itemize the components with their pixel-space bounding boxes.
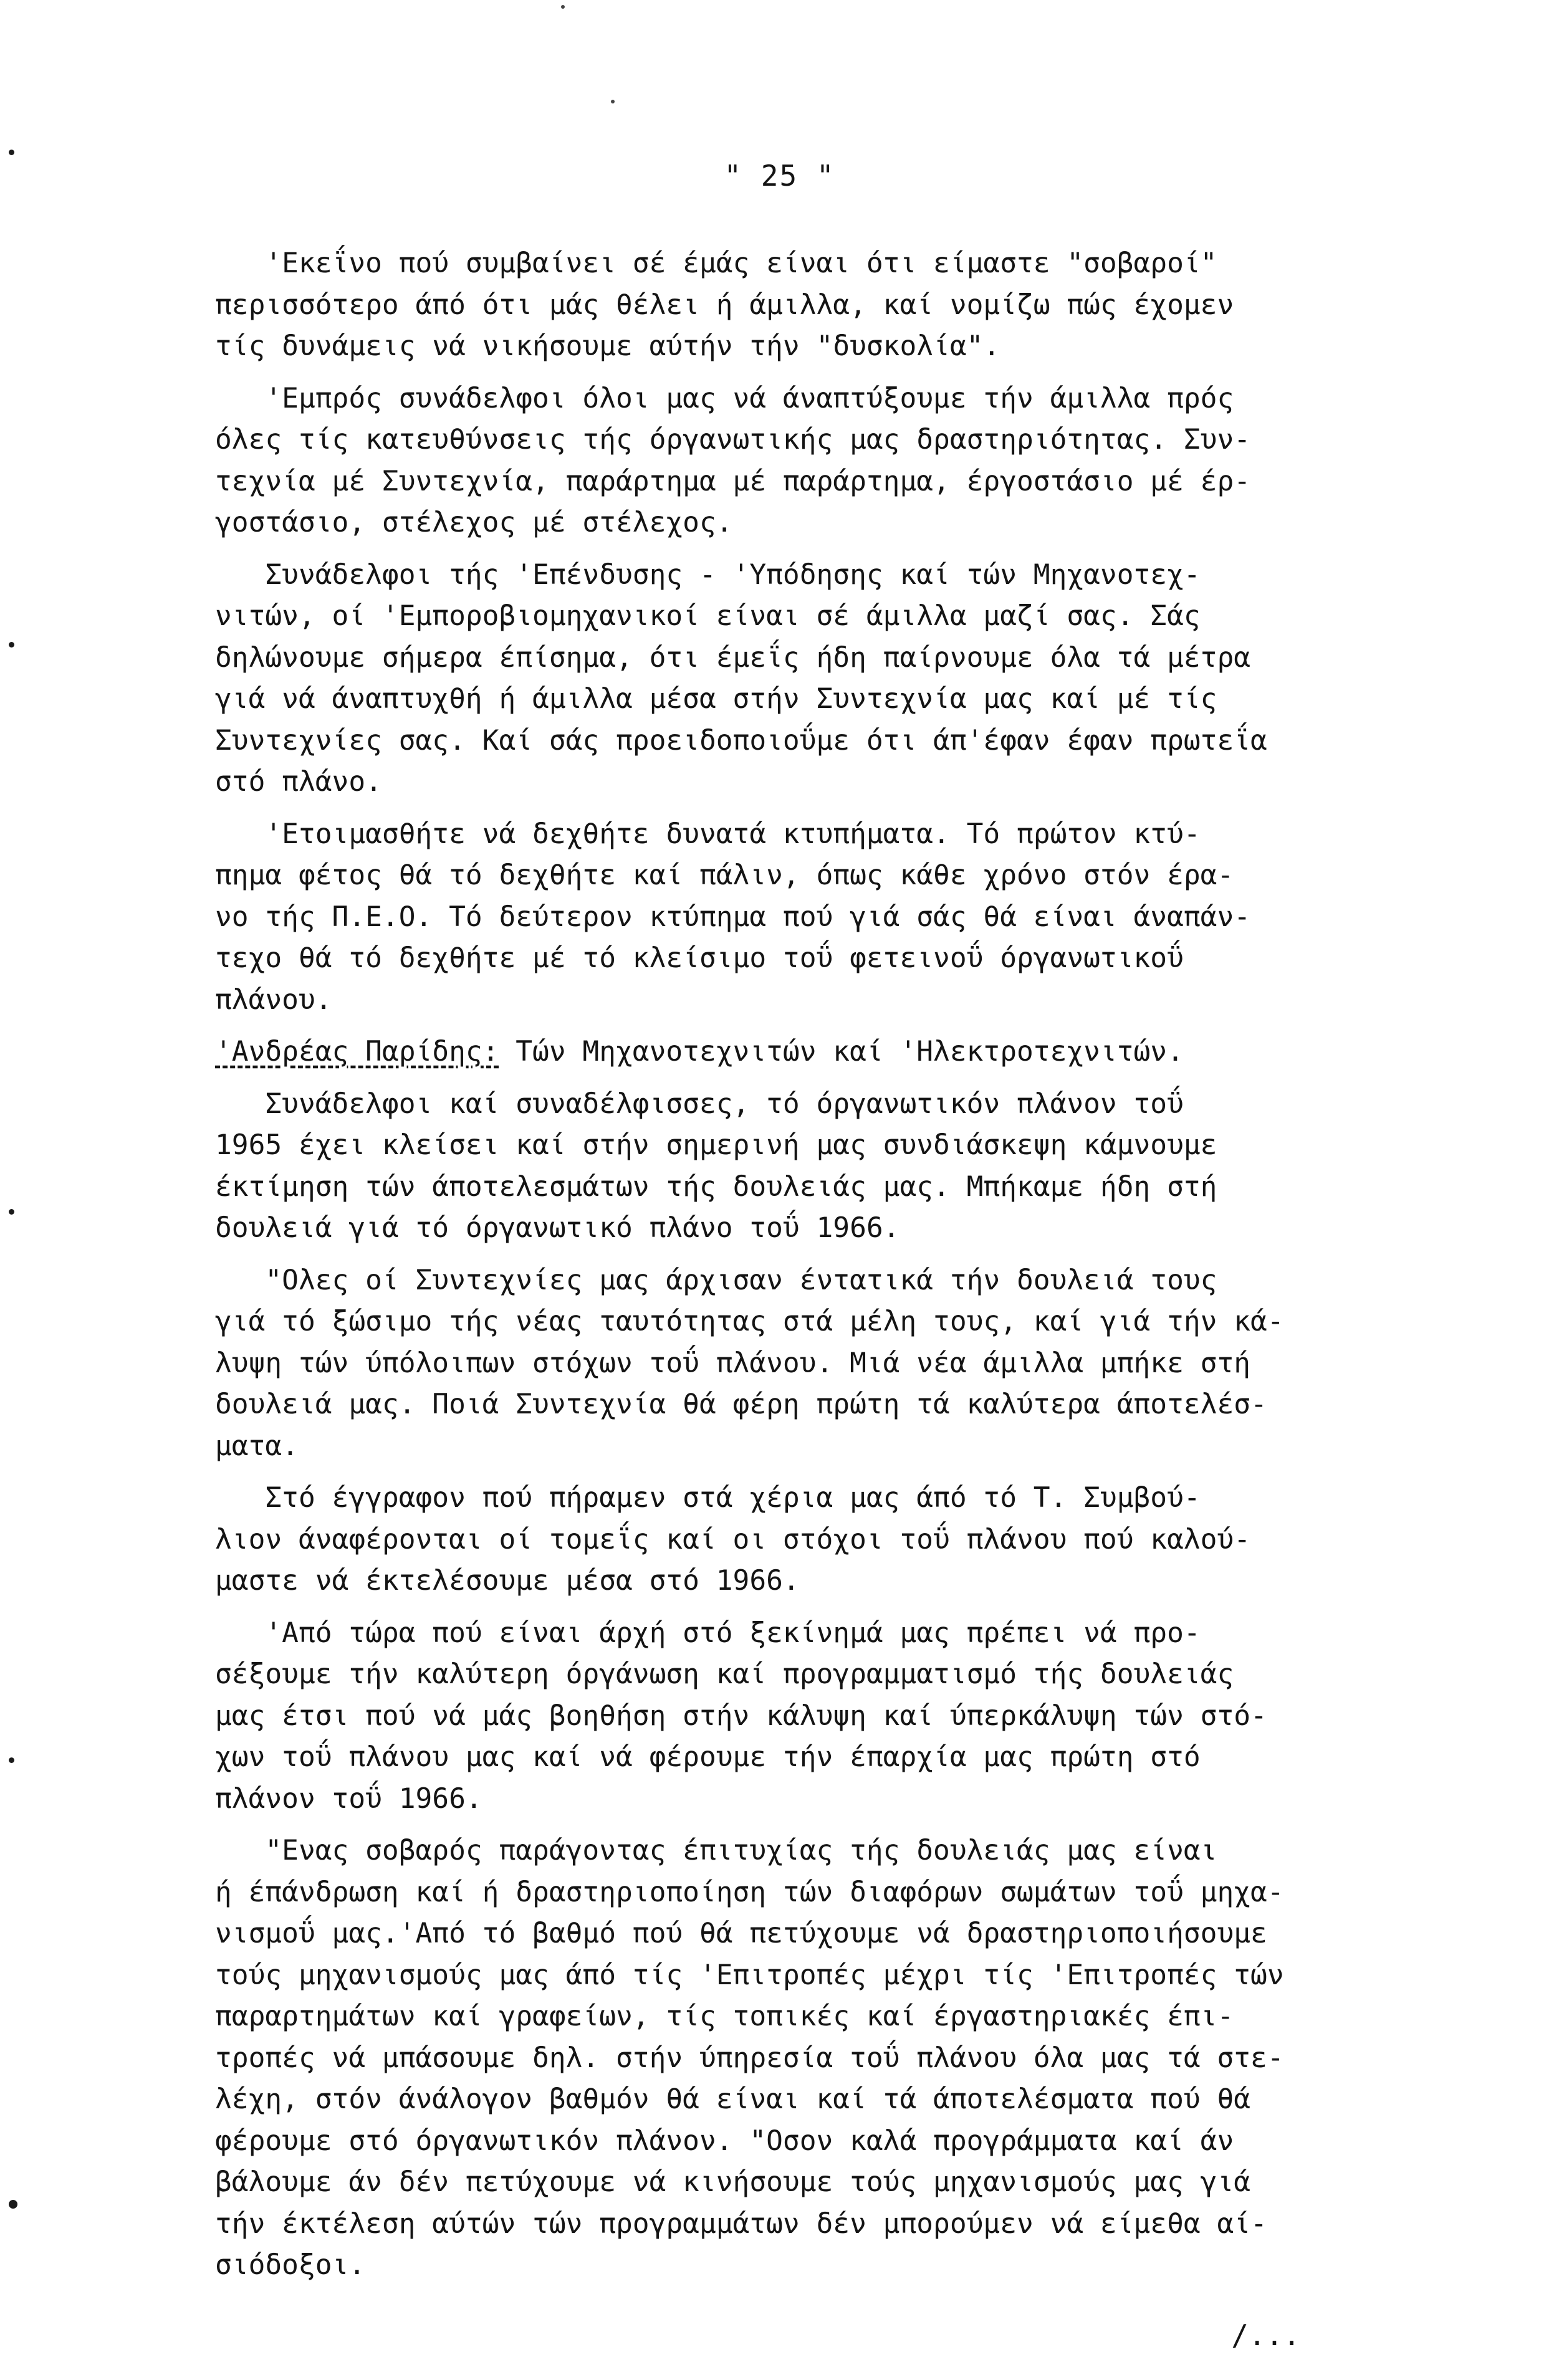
- text-line: Συνάδελφοι καί συναδέλφισσες, τό όργανωτικόν πλάνον τοΰ: [215, 1087, 1184, 1120]
- text-line: όλες τίς κατευθύνσεις τής όργανωτικής μας δραστηριότητας. Συν-: [215, 424, 1251, 456]
- text-line: Συντεχνίες σας. Καί σάς προειδοποιοΰμε ότι άπ'έφαν έφαν πρωτεΐα: [215, 724, 1267, 757]
- paragraph: [215, 814, 1456, 1021]
- text-line: 'Εμπρός συνάδελφοι όλοι μας νά άναπτύξουμε τήν άμιλλα πρός: [215, 382, 1234, 414]
- margin-punch-mark: [9, 642, 14, 648]
- text-line: τεχο θά τό δεχθήτε μέ τό κλείσιμο τοΰ φετεινοΰ όργανωτικοΰ: [215, 942, 1184, 974]
- scan-speck: [561, 5, 565, 9]
- text-line: φέρουμε στό όργανωτικόν πλάνον. "Οσον καλά προγράμματα καί άν: [215, 2124, 1234, 2157]
- text-line: τούς μηχανισμούς μας άπό τίς 'Επιτροπές μέχρι τίς 'Επιτροπές τών: [215, 1959, 1284, 1991]
- text-line: λυψη τών ύπόλοιπων στόχων τοΰ πλάνου. Μιά νέα άμιλλα μπήκε στή: [215, 1347, 1251, 1379]
- text-line: τήν έκτέλεση αύτών τών προγραμμάτων δέν μπορούμεν νά είμεθα αί-: [215, 2207, 1267, 2240]
- text-line: 'Εκεΐνο πού συμβαίνει σέ έμάς είναι ότι είμαστε "σοβαροί": [215, 247, 1217, 279]
- text-line: Συνάδελφοι τής 'Επένδυσης - 'Υπόδησης καί τών Μηχανοτεχ-: [215, 558, 1201, 591]
- text-line: ματα.: [215, 1430, 299, 1462]
- paragraph: [215, 1613, 1456, 1820]
- text-line: γιά νά άναπτυχθή ή άμιλλα μέσα στήν Συντεχνία μας καί μέ τίς: [215, 683, 1217, 715]
- text-line: μας έτσι πού νά μάς βοηθήση στήν κάλυψη καί ύπερκάλυψη τών στό-: [215, 1699, 1267, 1732]
- text-line: πλάνου.: [215, 983, 332, 1016]
- text-line: χων τοΰ πλάνου μας καί νά φέρουμε τήν έπαρχία μας πρώτη στό: [215, 1741, 1201, 1773]
- text-line: "Ολες οί Συντεχνίες μας άρχισαν έντατικά τήν δουλειά τους: [215, 1264, 1217, 1296]
- text-line: πημα φέτος θά τό δεχθήτε καί πάλιν, όπως κάθε χρόνο στόν έρα-: [215, 859, 1234, 891]
- text-line: Στό έγγραφον πού πήραμεν στά χέρια μας άπό τό Τ. Συμβού-: [215, 1482, 1201, 1514]
- margin-punch-mark: [9, 1757, 14, 1763]
- continuation-mark: /...: [1231, 2318, 1300, 2352]
- text-line: "Ενας σοβαρός παράγοντας έπιτυχίας τής δουλειάς μας είναι: [215, 1835, 1217, 1866]
- margin-punch-mark: [9, 1209, 14, 1215]
- text-line: τίς δυνάμεις νά νικήσουμε αύτήν τήν "δυσκολία".: [215, 330, 1000, 362]
- text-line: νο τής Π.Ε.Ο. Τό δεύτερον κτύπημα πού γιά σάς θά είναι άναπάν-: [215, 901, 1251, 933]
- margin-punch-mark: [9, 150, 14, 155]
- text-line: νιτών, οί 'Εμποροβιομηχανικοί είναι σέ άμιλλα μαζί σας. Σάς: [215, 600, 1201, 632]
- speaker-name: 'Ανδρέας Παρίδης:: [215, 1036, 499, 1068]
- text-line: σιόδοξοι.: [215, 2249, 366, 2281]
- text-line: τεχνία μέ Συντεχνία, παράρτημα μέ παράρτημα, έργοστάσιο μέ έρ-: [215, 465, 1251, 497]
- speaker-affiliation: Τών Μηχανοτεχνιτών καί 'Ηλεκτροτεχνιτών.: [499, 1036, 1184, 1068]
- text-line: λιον άναφέρονται οί τομεΐς καί οι στόχοι τοΰ πλάνου πού καλού-: [215, 1523, 1251, 1556]
- text-line: 'Από τώρα πού είναι άρχή στό ξεκίνημά μας πρέπει νά προ-: [215, 1617, 1201, 1649]
- text-line: έκτίμηση τών άποτελεσμάτων τής δουλειάς μας. Μπήκαμε ήδη στή: [215, 1170, 1217, 1203]
- text-line: 1965 έχει κλείσει καί στήν σημερινή μας συνδιάσκεψη κάμνουμε: [215, 1129, 1217, 1161]
- text-line: παραρτημάτων καί γραφείων, τίς τοπικές καί έργαστηριακές έπι-: [215, 2000, 1234, 2032]
- text-line: τροπές νά μπάσουμε δηλ. στήν ύπηρεσία τοΰ πλάνου όλα μας τά στε-: [215, 2042, 1284, 2074]
- text-line: βάλουμε άν δέν πετύχουμε νά κινήσουμε τούς μηχανισμούς μας γιά: [215, 2166, 1251, 2198]
- page-number: " 25 ": [724, 159, 835, 193]
- text-line: δουλειά γιά τό όργανωτικό πλάνο τοΰ 1966.: [215, 1212, 900, 1244]
- text-line: πλάνον τοΰ 1966.: [215, 1782, 482, 1815]
- paragraph: [215, 378, 1456, 544]
- text-line: σέξουμε τήν καλύτερη όργάνωση καί προγραμματισμό τής δουλειάς: [215, 1658, 1234, 1690]
- text-line: ή έπάνδρωση καί ή δραστηριοποίηση τών διαφόρων σωμάτων τοΰ μηχα-: [215, 1876, 1284, 1908]
- paragraph: [215, 1084, 1456, 1250]
- text-line: μαστε νά έκτελέσουμε μέσα στό 1966.: [215, 1565, 800, 1597]
- paragraph: [215, 555, 1456, 803]
- text-line: γοστάσιο, στέλεχος μέ στέλεχος.: [215, 507, 733, 538]
- margin-punch-mark: [9, 2200, 17, 2209]
- scan-speck: [611, 100, 615, 103]
- text-line: νισμοΰ μας.'Από τό βαθμό πού θά πετύχουμε νά δραστηριοποιήσουμε: [215, 1918, 1267, 1949]
- text-line: στό πλάνο.: [215, 766, 382, 798]
- text-line: γιά τό ξώσιμο τής νέας ταυτότητας στά μέλη τους, καί γιά τήν κά-: [215, 1306, 1284, 1337]
- text-line: [215, 1031, 1456, 1073]
- text-line: 'Ετοιμασθήτε νά δεχθήτε δυνατά κτυπήματα. Τό πρώτον κτύ-: [215, 818, 1201, 850]
- paragraph: [215, 1478, 1456, 1602]
- speaker-paragraph: [215, 1031, 1456, 1073]
- paragraph: [215, 1830, 1456, 2287]
- text-line: δηλώνουμε σήμερα έπίσημα, ότι έμεΐς ήδη παίρνουμε όλα τά μέτρα: [215, 641, 1251, 674]
- paragraph: [215, 1260, 1456, 1468]
- text-line: λέχη, στόν άνάλογον βαθμόν θά είναι καί τά άποτελέσματα πού θά: [215, 2083, 1251, 2115]
- text-line: περισσότερο άπό ότι μάς θέλει ή άμιλλα, καί νομίζω πώς έχομεν: [215, 289, 1234, 321]
- paragraph: [215, 243, 1456, 368]
- document-body: [215, 243, 1456, 2297]
- text-line: δουλειά μας. Ποιά Συντεχνία θά φέρη πρώτη τά καλύτερα άποτελέσ-: [215, 1388, 1267, 1420]
